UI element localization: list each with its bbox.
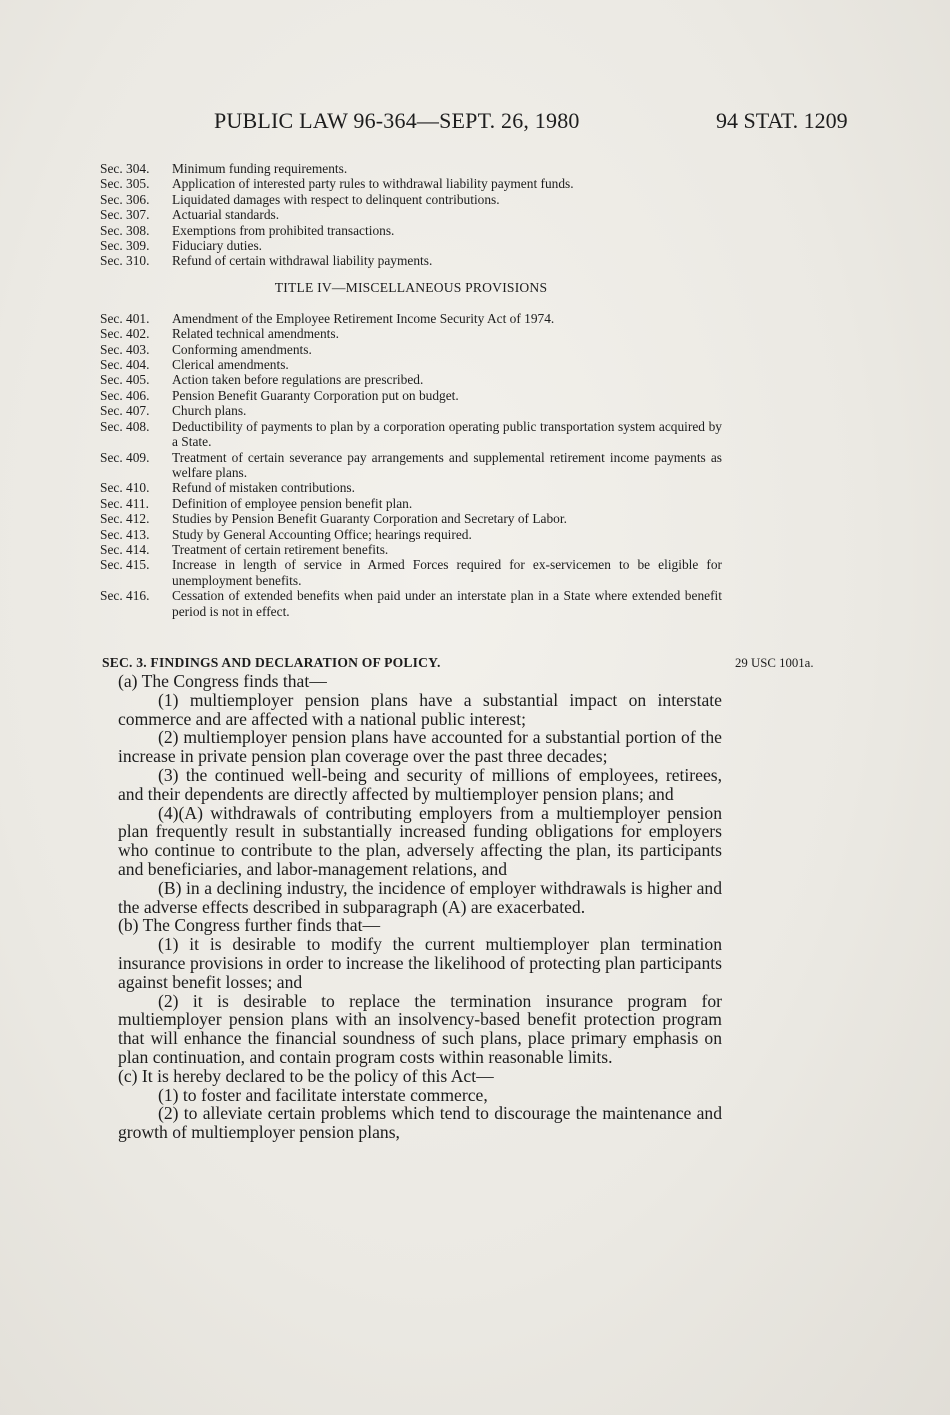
toc-section-title: Study by General Accounting Office; hearings required. [172, 526, 472, 542]
toc-entry [100, 238, 722, 253]
section-heading: SEC. 3. FINDINGS AND DECLARATION OF POLICY. [102, 655, 441, 670]
toc-entry [100, 253, 722, 268]
toc-section-title: Pension Benefit Guaranty Corporation put on budget. [172, 387, 459, 403]
section-paragraph: (4)(A) withdrawals of contributing employers from a multiemployer pension plan frequently result in substantially increased funding obligations for employers who continue to contribute to the plan, adversely affecting the plan, its participants and beneficiaries, and labor-management relations, and [118, 802, 722, 879]
page-title: PUBLIC LAW 96-364—SEPT. 26, 1980 [214, 108, 580, 133]
toc-section-number: Sec. 407. [100, 403, 150, 419]
toc-section-number: Sec. 401. [100, 310, 150, 326]
section-paragraph: (3) the continued well-being and security of millions of employees, retirees, and their dependents are directly affected by multiemployer pension plans; and [118, 764, 722, 804]
toc-section-number: Sec. 415. [100, 557, 150, 573]
toc-section-title: Cessation of extended benefits when paid under an interstate plan in a State where extended benefit period is not in effect. [172, 588, 722, 619]
section-3 [102, 654, 722, 1143]
toc-entry [100, 357, 722, 372]
toc-section-number: Sec. 402. [100, 326, 150, 342]
toc-section-number: Sec. 411. [100, 495, 149, 511]
toc-entry [100, 161, 722, 176]
toc-entry [100, 557, 722, 588]
toc-section-number: Sec. 413. [100, 526, 150, 542]
section-paragraph: (b) The Congress further finds that— [118, 915, 381, 936]
toc-section-number: Sec. 404. [100, 357, 150, 373]
toc-section-title: Studies by Pension Benefit Guaranty Corporation and Secretary of Labor. [172, 511, 567, 527]
toc-entry [100, 372, 722, 387]
section-paragraph: (2) it is desirable to replace the termination insurance program for multiemployer pension plans with an insolvency-based benefit protection program that will enhance the financial soundness of such plans, place primary emphasis on plan continuation, and contain program costs within reasonable limits. [118, 990, 722, 1067]
toc-entry [100, 207, 722, 222]
table-of-contents [100, 161, 722, 619]
toc-section-title: Refund of mistaken contributions. [172, 480, 355, 496]
toc-entry [100, 450, 722, 481]
toc-entry [100, 342, 722, 357]
section-paragraph: (2) multiemployer pension plans have accounted for a substantial portion of the increase in private pension plan coverage over the past three decades; [118, 727, 722, 767]
toc-section-number: Sec. 307. [100, 207, 150, 223]
toc-section-number: Sec. 306. [100, 191, 150, 207]
toc-entry [100, 388, 722, 403]
toc-title-iii-list [100, 161, 722, 269]
toc-section-number: Sec. 403. [100, 341, 150, 357]
margin-citation: 29 USC 1001a. [735, 656, 814, 670]
toc-section-title: Action taken before regulations are prescribed. [172, 372, 424, 388]
toc-section-title: Liquidated damages with respect to delinquent contributions. [172, 191, 500, 207]
toc-entry [100, 527, 722, 542]
toc-title-iv-heading: TITLE IV—MISCELLANEOUS PROVISIONS [274, 279, 548, 295]
toc-section-number: Sec. 414. [100, 541, 150, 557]
toc-entry [100, 480, 722, 495]
toc-section-number: Sec. 405. [100, 372, 150, 388]
statute-page-number: 94 STAT. 1209 [716, 108, 848, 133]
section-paragraph: (1) to foster and facilitate interstate commerce, [158, 1084, 488, 1105]
section-paragraph: (a) The Congress finds that— [118, 671, 327, 691]
toc-section-title: Conforming amendments. [172, 341, 312, 357]
toc-section-title: Clerical amendments. [172, 357, 289, 373]
toc-section-title: Minimum funding requirements. [172, 161, 348, 176]
toc-entry [100, 192, 722, 207]
toc-section-number: Sec. 410. [100, 480, 150, 496]
toc-section-title: Refund of certain withdrawal liability payments. [172, 253, 433, 269]
page-header [0, 108, 950, 142]
toc-section-title: Actuarial standards. [172, 207, 280, 223]
toc-section-title: Increase in length of service in Armed Forces required for ex-servicemen to be eligible for unemployment benefits. [172, 557, 722, 588]
toc-section-title: Church plans. [172, 403, 247, 419]
section-paragraph: (B) in a declining industry, the incidence of employer withdrawals is higher and the adverse effects described in subparagraph (A) are exacerbated. [118, 877, 722, 917]
toc-section-number: Sec. 310. [100, 253, 150, 269]
toc-section-number: Sec. 416. [100, 588, 150, 604]
toc-section-title: Deductibility of payments to plan by a corporation operating public transportation system acquired by a State. [172, 418, 722, 450]
toc-entry [100, 223, 722, 238]
section-body [118, 672, 722, 1142]
toc-section-number: Sec. 304. [100, 161, 150, 176]
toc-title-iv-list [100, 311, 722, 619]
section-paragraph: (2) to alleviate certain problems which tend to discourage the maintenance and growth of multiemployer pension plans, [118, 1103, 722, 1143]
toc-entry [100, 176, 722, 191]
toc-entry [100, 311, 722, 326]
toc-entry [100, 403, 722, 418]
section-paragraph: (1) multiemployer pension plans have a substantial impact on interstate commerce and are affected with a national public interest; [118, 689, 722, 729]
section-paragraph: (1) it is desirable to modify the current multiemployer plan termination insurance provisions in order to increase the likelihood of protecting plan participants against benefit losses; and [118, 934, 722, 992]
toc-entry [100, 542, 722, 557]
toc-section-number: Sec. 308. [100, 222, 150, 238]
toc-entry [100, 326, 722, 341]
toc-section-number: Sec. 408. [100, 418, 150, 434]
toc-entry [100, 496, 722, 511]
toc-section-title: Treatment of certain severance pay arrangements and supplemental retirement income payments as welfare plans. [172, 449, 722, 480]
toc-section-title: Amendment of the Employee Retirement Income Security Act of 1974. [172, 310, 555, 326]
toc-section-number: Sec. 406. [100, 387, 150, 403]
section-paragraph: (c) It is hereby declared to be the policy of this Act— [118, 1065, 494, 1086]
toc-section-number: Sec. 305. [100, 176, 150, 192]
toc-section-number: Sec. 309. [100, 238, 150, 254]
toc-section-title: Related technical amendments. [172, 326, 339, 342]
toc-section-number: Sec. 412. [100, 511, 150, 527]
toc-section-title: Application of interested party rules to withdrawal liability payment funds. [172, 176, 574, 192]
toc-section-title: Fiduciary duties. [172, 238, 263, 254]
toc-section-title: Exemptions from prohibited transactions. [172, 222, 395, 238]
toc-entry [100, 588, 722, 619]
toc-section-number: Sec. 409. [100, 449, 150, 465]
toc-entry [100, 419, 722, 450]
toc-section-title: Treatment of certain retirement benefits. [172, 541, 389, 557]
toc-entry [100, 511, 722, 526]
toc-section-title: Definition of employee pension benefit plan. [172, 495, 413, 511]
